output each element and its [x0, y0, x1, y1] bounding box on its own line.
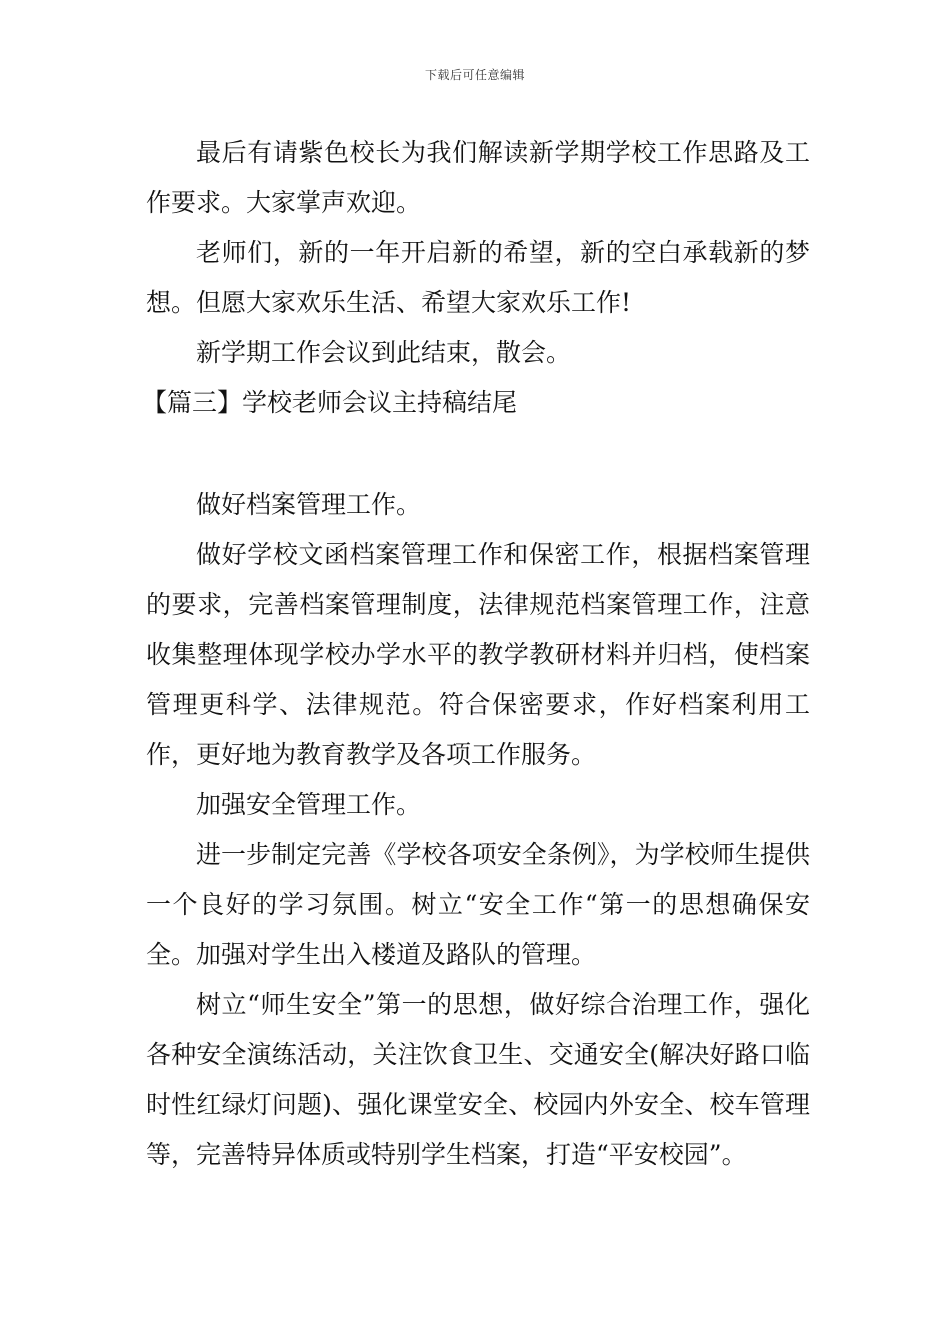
paragraph-principal-intro: 最后有请紫色校长为我们解读新学期学校工作思路及工作要求。大家掌声欢迎。 [146, 138, 810, 217]
document-body [142, 128, 810, 1180]
paragraph-safety-details: 树立“师生安全”第一的思想，做好综合治理工作，强化各种安全演练活动，关注饮食卫生、交通安全(解决好路口临时性红绿灯问题)、强化课堂安全、校园内外安全、校车管理等，完善特异体质或特别学生档案，打造“平安校园”。 [146, 990, 810, 1169]
paragraph-archive-details: 做好学校文函档案管理工作和保密工作，根据档案管理的要求，完善档案管理制度，法律规范档案管理工作，注意收集整理体现学校办学水平的教学教研材料并归档，使档案管理更科学、法律规范。符合保密要求，作好档案利用工作，更好地为教育教学及各项工作服务。 [146, 540, 810, 769]
paragraph-new-year-wishes: 老师们，新的一年开启新的希望，新的空白承载新的梦想。但愿大家欢乐生活、希望大家欢乐工作! [146, 238, 810, 317]
paragraph-archive-heading: 做好档案管理工作。 [196, 490, 422, 519]
paragraph-safety-heading: 加强安全管理工作。 [196, 790, 422, 819]
header-note: 下载后可任意编辑 [424, 68, 525, 82]
section-spacer [146, 428, 810, 480]
paragraph-meeting-close: 新学期工作会议到此结束，散会。 [196, 338, 572, 367]
paragraph-safety-rules: 进一步制定完善《学校各项安全条例》，为学校师生提供一个良好的学习氛围。树立“安全工作“第一的思想确保安全。加强对学生出入楼道及路队的管理。 [146, 840, 810, 969]
section-title: 【篇三】学校老师会议主持稿结尾 [142, 388, 518, 417]
